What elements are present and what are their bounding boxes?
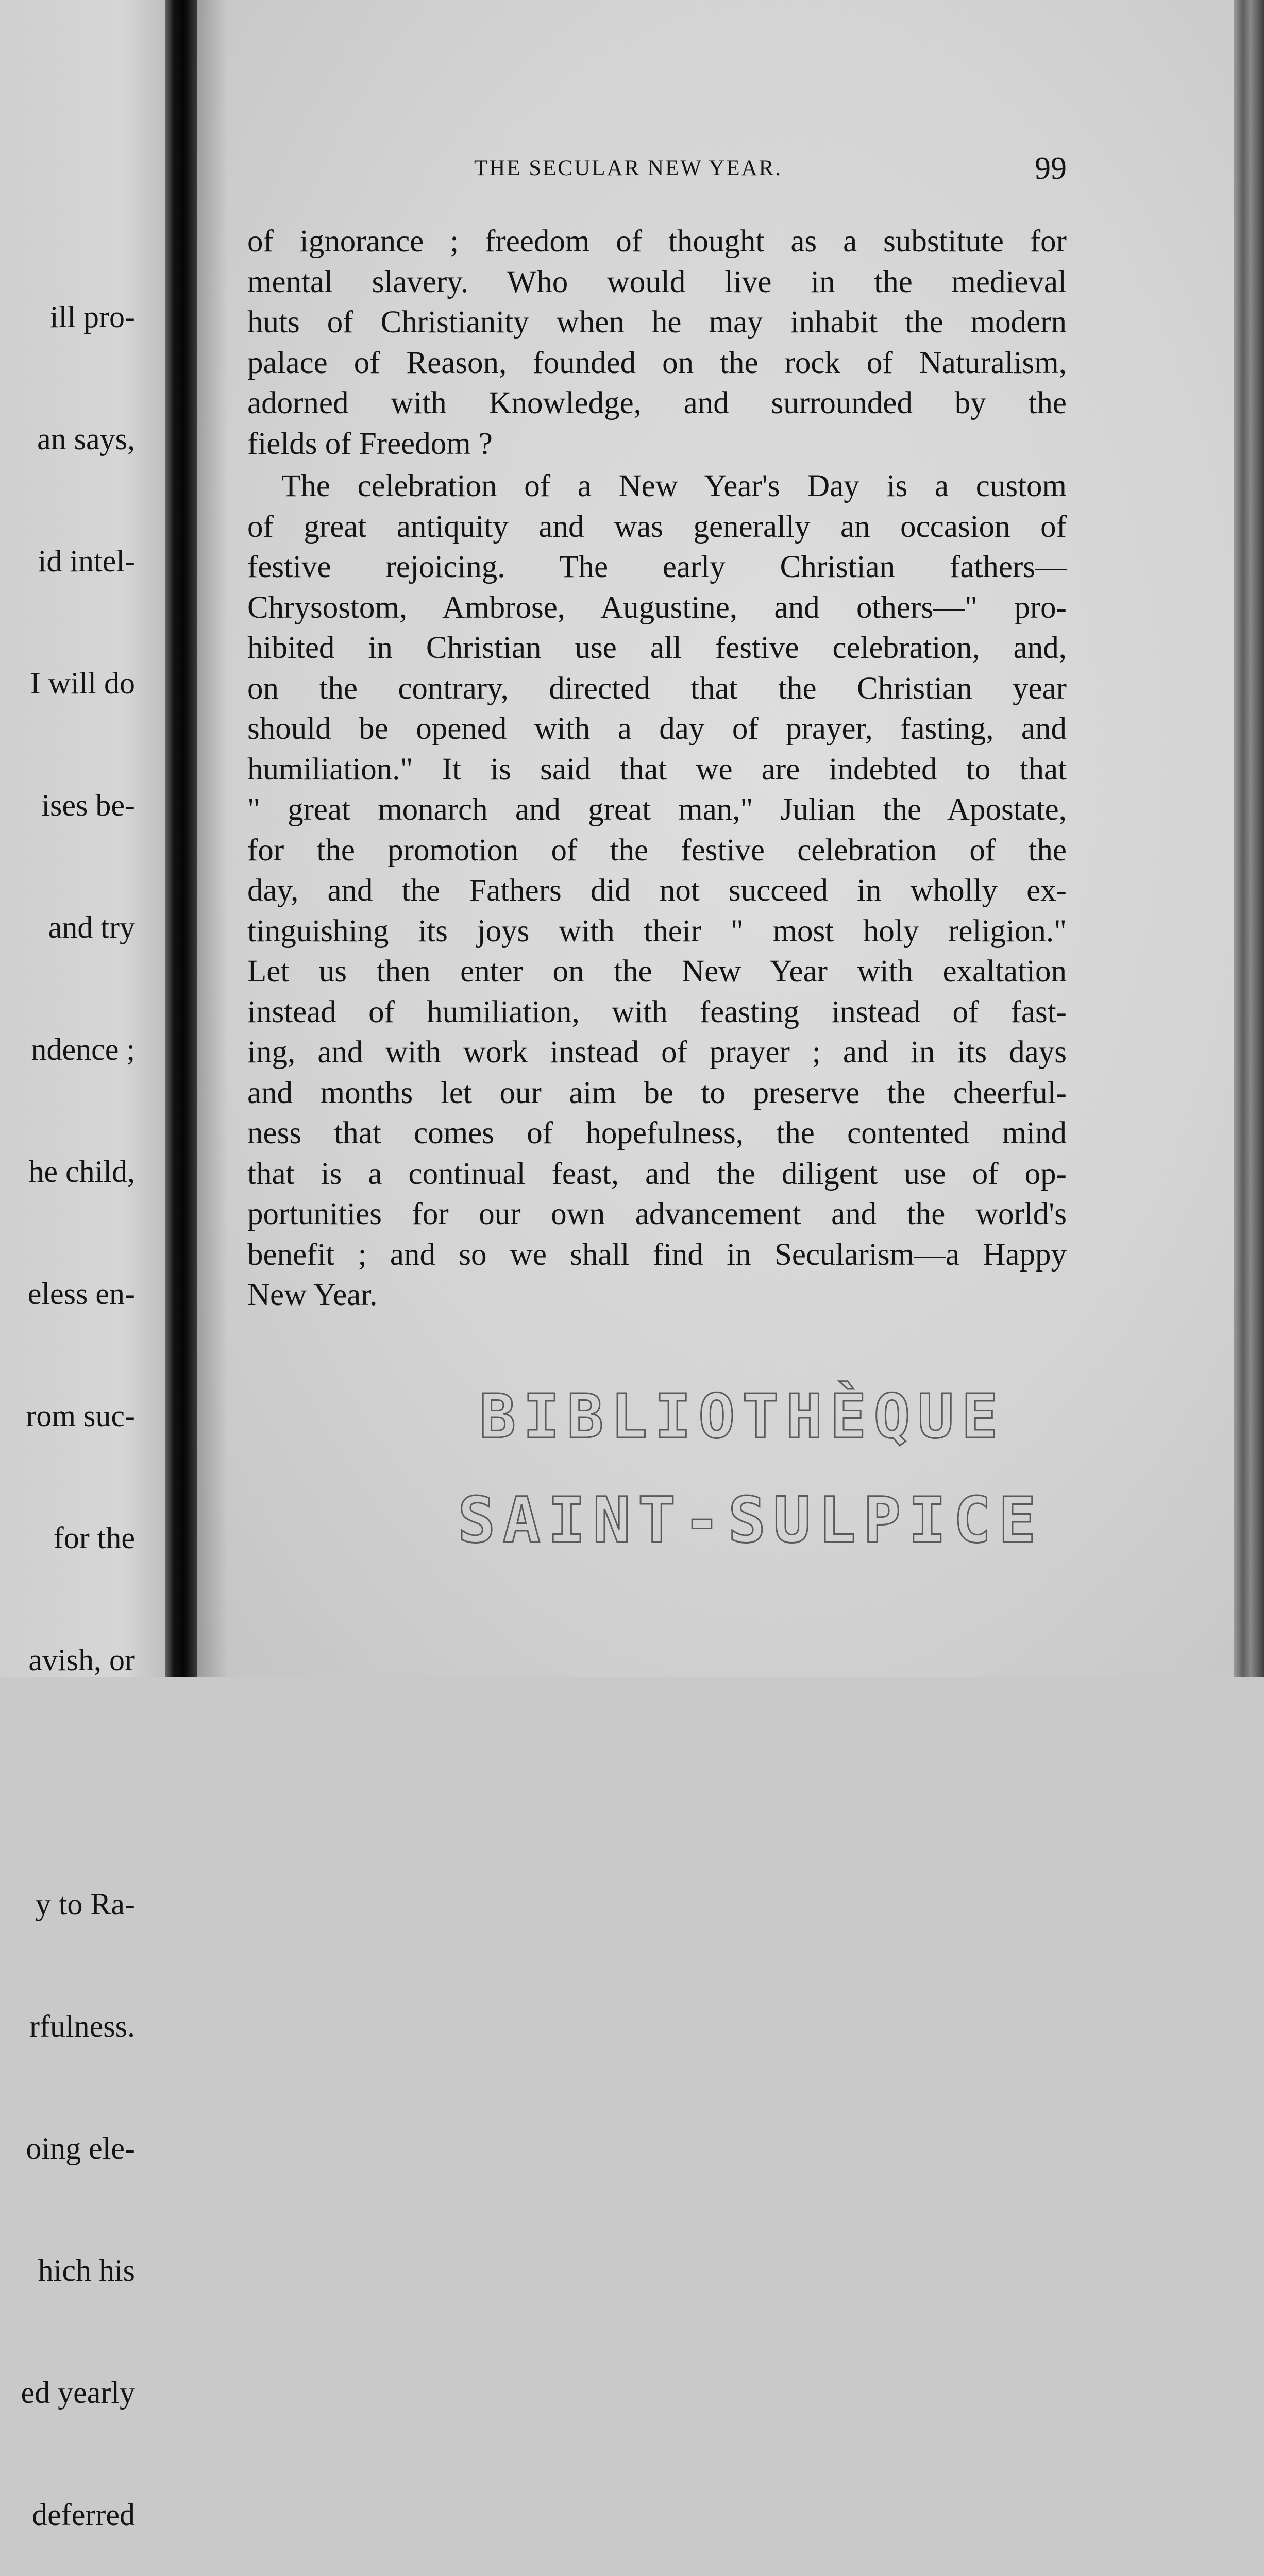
text-line: tinguishing its joys with their " most holy religion." — [247, 913, 1067, 948]
text-line: palace of Reason, founded on the rock of Naturalism, — [247, 345, 1067, 380]
text-line: Chrysostom, Ambrose, Augustine, and others—" pro- — [247, 590, 1067, 625]
page-edge-right — [1234, 0, 1264, 1677]
running-title: THE SECULAR NEW YEAR. — [474, 156, 783, 180]
text-line: day, and the Fathers did not succeed in wholly ex- — [247, 873, 1067, 908]
library-stamp-line-1: BIBLIOTHÈQUE — [479, 1381, 1005, 1452]
text-line: fields of Freedom ? — [247, 426, 493, 461]
facing-line: an says, — [37, 422, 135, 456]
facing-page-left — [0, 0, 175, 2532]
facing-line: ndence ; — [31, 1032, 135, 1066]
facing-line: ises be- — [41, 788, 135, 822]
text-line: huts of Christianity when he may inhabit the modern — [247, 305, 1067, 340]
facing-line — [0, 1762, 135, 1803]
text-line: festive rejoicing. The early Christian fathers— — [247, 550, 1067, 584]
text-line: mental slavery. Who would live in the medieval — [247, 264, 1067, 299]
facing-line: and try — [48, 910, 135, 944]
text-line: ing, and with work instead of prayer ; and in its days — [247, 1035, 1067, 1070]
body-text — [247, 222, 1067, 1316]
text-line: of ignorance ; freedom of thought as a substitute for — [247, 224, 1067, 259]
paragraph-first-line: The celebration of a New Year's Day is a custom — [281, 469, 1067, 503]
text-line: portunities for our own advancement and the world's — [247, 1197, 1067, 1231]
facing-line: id intel- — [38, 544, 135, 578]
text-line: benefit ; and so we shall find in Secularism—a Happy — [247, 1237, 1067, 1272]
facing-line: y to Ra- — [35, 1887, 135, 1921]
facing-page-text — [0, 215, 135, 2576]
facing-line: eless en- — [27, 1277, 135, 1311]
facing-line: he child, — [28, 1155, 135, 1189]
facing-line: ed yearly — [21, 2376, 135, 2410]
facing-line: avish, or — [28, 1643, 135, 1677]
text-line: humiliation." It is said that we are indebted to that — [247, 752, 1067, 787]
text-line: ness that comes of hopefulness, the contented mind — [247, 1116, 1067, 1150]
text-line: on the contrary, directed that the Christian year — [247, 671, 1067, 706]
gutter-shadow — [197, 0, 228, 1677]
facing-line: hich his — [38, 2253, 135, 2287]
running-head — [247, 150, 1067, 192]
facing-line: oing ele- — [26, 2131, 135, 2165]
text-line: of great antiquity and was generally an occasion of — [247, 509, 1067, 544]
text-line: for the promotion of the festive celebration of the — [247, 833, 1067, 868]
text-line: New Year. — [247, 1278, 378, 1312]
text-line: instead of humiliation, with feasting instead of fast- — [247, 994, 1067, 1029]
text-line: hibited in Christian use all festive celebration, and, — [247, 631, 1067, 665]
text-line: that is a continual feast, and the diligent use of op- — [247, 1156, 1067, 1191]
book-gutter — [165, 0, 197, 1677]
facing-line: deferred — [32, 2498, 135, 2532]
text-line: " great monarch and great man," Julian the Apostate, — [247, 792, 1067, 827]
facing-line: for the — [53, 1521, 135, 1555]
page-number: 99 — [1035, 151, 1067, 186]
facing-line: rom suc- — [26, 1399, 135, 1433]
library-stamp-line-2: SAINT-SULPICE — [458, 1484, 1043, 1557]
text-line: and months let our aim be to preserve the cheerful- — [247, 1075, 1067, 1110]
text-line: adorned with Knowledge, and surrounded by the — [247, 386, 1067, 420]
facing-line: I will do — [30, 666, 135, 700]
facing-line: ill pro- — [50, 300, 135, 334]
text-line: Let us then enter on the New Year with exaltation — [247, 954, 1067, 989]
text-line: should be opened with a day of prayer, fasting, and — [247, 711, 1067, 746]
facing-line: rfulness. — [29, 2009, 135, 2043]
